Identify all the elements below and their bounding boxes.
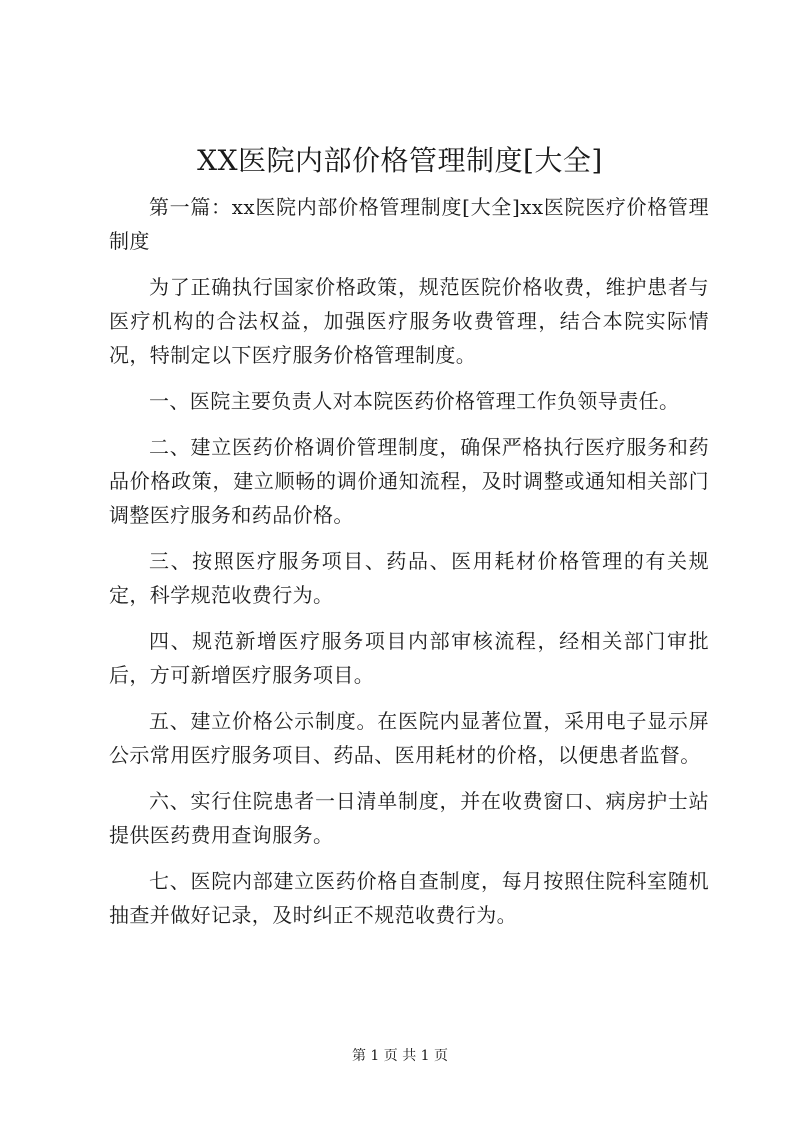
paragraph-item-2: 二、建立医药价格调价管理制度，确保严格执行医疗服务和药品价格政策，建立顺畅的调价通知流程，及时调整或通知相关部门调整医疗服务和药品价格。 [109,435,709,527]
paragraph-item-5: 五、建立价格公示制度。在医院内显著位置，采用电子显示屏公示常用医疗服务项目、药品、医用耗材的价格，以便患者监督。 [109,709,709,767]
document-title: XX医院内部价格管理制度[大全] [197,144,603,177]
paragraph-purpose: 为了正确执行国家价格政策，规范医院价格收费，维护患者与医疗机构的合法权益，加强医疗服务收费管理，结合本院实际情况，特制定以下医疗服务价格管理制度。 [109,275,709,367]
paragraph-item-3: 三、按照医疗服务项目、药品、医用耗材价格管理的有关规定，科学规范收费行为。 [109,549,709,607]
document-body [109,190,709,944]
paragraph-intro: 第一篇：xx医院内部价格管理制度[大全]xx医院医疗价格管理制度 [109,195,709,253]
paragraph-item-6: 六、实行住院患者一日清单制度，并在收费窗口、病房护士站提供医药费用查询服务。 [109,789,709,847]
paragraph-item-7: 七、医院内部建立医药价格自查制度，每月按照住院科室随机抽查并做好记录，及时纠正不规范收费行为。 [109,869,709,927]
page-footer: 第 1 页 共 1 页 [351,1048,449,1064]
paragraph-item-1: 一、医院主要负责人对本院医药价格管理工作负领导责任。 [149,389,680,413]
paragraph-item-4: 四、规范新增医疗服务项目内部审核流程，经相关部门审批后，方可新增医疗服务项目。 [109,629,709,687]
